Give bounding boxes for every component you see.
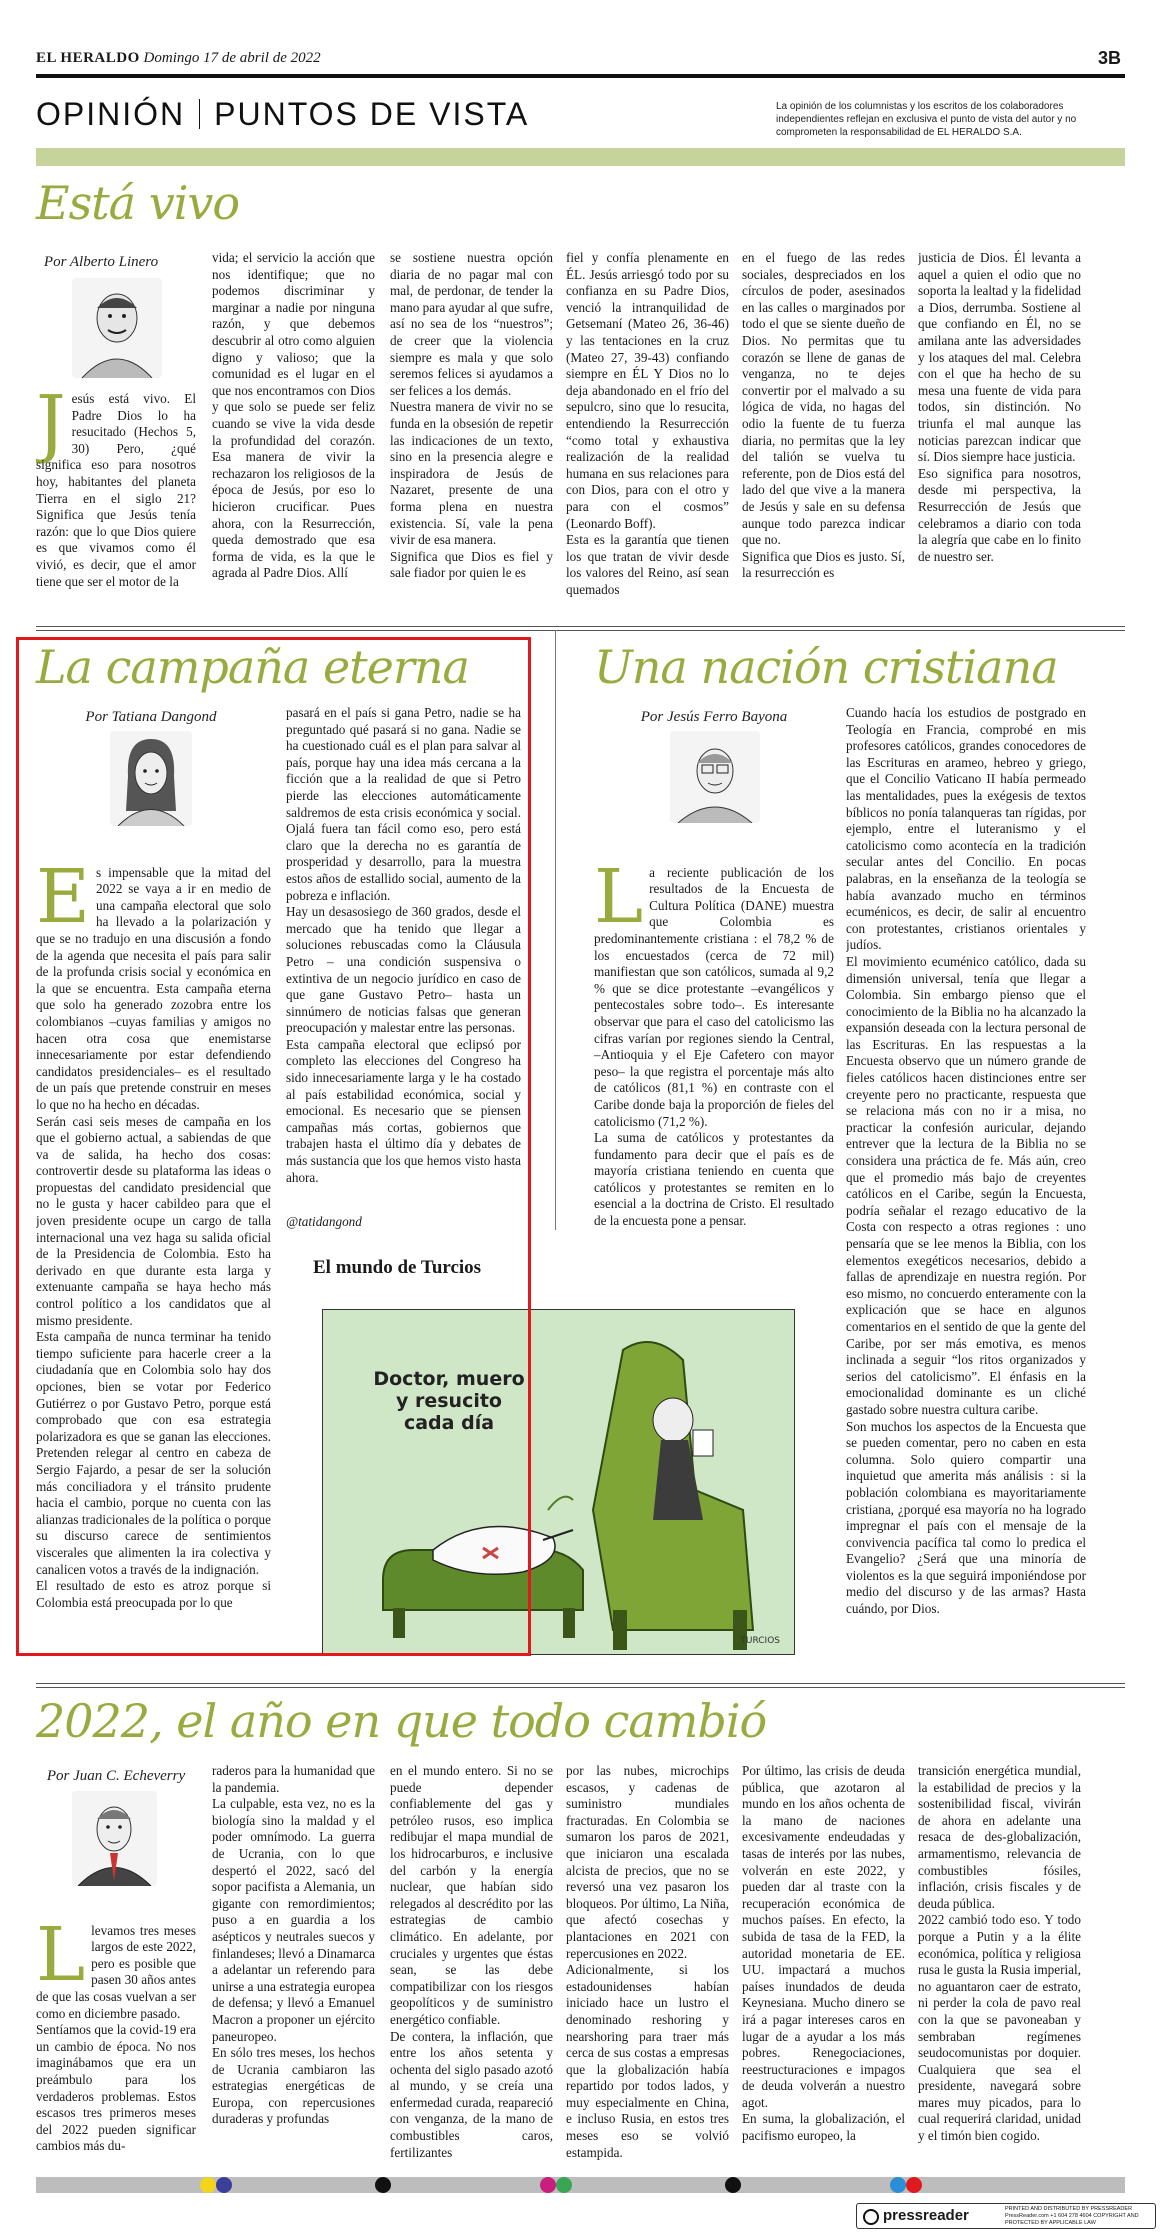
cartoon-speech: Doctor, muero y resucito cada día — [373, 1368, 525, 1434]
header-rule — [36, 74, 1125, 78]
author-portrait — [72, 278, 162, 378]
article-column: pasará en el país si gana Petro, nadie se ha preguntado qué pasará si no gana. Nadie se ha cuestionado cuál es el plan para salvar al país, porque hay una idea más cercana a la ficción que a la realidad de que si Petro pierde las elecciones automáticamente saldremos de esta crisis económica y social. Ojalá fuera tan fácil como eso, pero está claro que la derecha no es garantía de prosperidad y desarrollo, para la muestra estos años de estallido social, aumento de la pobreza e inflación. Hay un desasosiego de 360 grados, desde el mercado que ha tenido que llegar a soluciones rebuscadas como la Cláusula Petro – una condición suspensiva o extintiva de un negocio jurídico en caso de que gane Gustavo Petro– hasta un sinnúmero de noticias falsas que generan preocupación y malestar entre las personas. Esta campaña electoral que eclipsó por completo las elecciones del Congreso ha sido innecesariamente larga y le ha costado al país estabilidad económica, social y emocional. Es necesario que se piensen campañas más cortas, gobiernos que trabajen hasta el último día y debates de más sustancia que los que hemos visto hasta ahora. — [286, 705, 521, 1185]
highlight-frame — [16, 637, 531, 1656]
article-title: La campaña eterna — [36, 640, 469, 694]
byline: Por Tatiana Dangond — [85, 709, 217, 725]
issue-date: Domingo 17 de abril de 2022 — [143, 50, 321, 66]
registration-dot — [216, 2177, 232, 2193]
article-column: Jesús está vivo. El Padre Dios lo ha resucitado (Hechos 5, 30) Pero, ¿qué significa eso para nosotros hoy, habitantes del planeta Tierra en el siglo 21? Significa que Jesús tenía razón: que lo que Dios quiere es que vivamos como él vivió, es decir, que el amor tiene que ser el motor de la — [36, 391, 196, 589]
divider — [36, 630, 1125, 631]
section-band — [36, 148, 1125, 166]
registration-dot — [906, 2177, 922, 2193]
byline: Por Juan C. Echeverry — [46, 1768, 186, 1784]
article-column: transición energética mundial, la estabilidad de precios y la sostenibilidad fiscal, vivirán de ahora en adelante una resaca de des-globalización, armamentismo, relevancia de combustibles fósiles, inflación, crisis fiscales y de deuda pública. 2022 cambió todo eso. Y todo porque a Putin y a la élite económica, política y religiosa rusa le gusta la Rusia imperial, no aguantaron caer de estrato, ni perder la cola de pavo real con la que se pavoneaban y sembraban regímenes seudocomunistas por doquier. Cualquiera que sea el presidente, navegará sobre mares muy picados, para lo cual requerirá claridad, unidad y el timón bien cogido. — [918, 1763, 1081, 2144]
author-handle: @tatidangond — [286, 1214, 362, 1229]
registration-dot — [890, 2177, 906, 2193]
article-column: Cuando hacía los estudios de postgrado en Teología en Francia, comprobé en mis profesores católicos, grandes conocedores de las Escrituras en arameo, hebreo y griego, que el Concilio Vaticano II había permeado las mentalidades, pues la exégesis de textos bíblicos no ponía talanqueras tan rígidas, por ejemplo, entre el luteranismo y el catolicismo como acontecía en la tradición secular antes del Concilio. En pocas palabras, en la enseñanza de la teología se había avanzado mucho en términos ecuménicos, es decir, de salir al encuentro con protestantes, cristianos orientales y judíos. El movimiento ecuménico católico, dada su dimensión universal, tenía que llegar a Colombia. Sin embargo pienso que el conocimiento de la Biblia no ha alcanzado la expansión deseada con la lectura personal de las Escrituras. En las respuestas a la Encuesta observo que un número grande de fieles católicos hacen distinciones entre ser creyente pero no practicante, respuesta que se relaciona más con no ir a misa, no practicar la confesión auricular, dejando entrever que la lectura de la Biblia no se considera una práctica de fe. Más aún, creo que el promedio más bajo de creyentes católicos en el Caribe, según la Encuesta, podría señalar el rezago educativo de la Costa con respecto a otras regiones : uno pensaría que se lee menos la Biblia, con los elementos exegéticos necesarios, debido a fallas de aprendizaje en nuestra región. Por eso mismo, no concuerdo enteramente con la explicación que se hace en algunos comentarios en el sentido de que la gente del Caribe, por ser más emotiva, es menos inclinada a seguir “los ritos organizados y serios del catolicismo”. El énfasis en la emocionalidad dominante es un cliché gastado sobre nuestra cultura caribe. Son muchos los aspectos de la Encuesta que se pueden comentar, pero no caben en esta columna. Solo quiero compartir una inquietud que amerita más análisis : si la población colombiana es mayoritariamente cristiana, ¿porqué esa mayoría no ha logrado impregnar el país con el mensaje de la convivencia pacífica tal como lo predica el Evangelio? ¿Será que una minoría de violentos es la que seguirá imponiéndose por medio del discurso y de las armas? Hasta cuándo, por Dios. — [846, 705, 1086, 1617]
article-title: 2022, el año en que todo cambió — [36, 1694, 767, 1748]
registration-dot — [375, 2177, 391, 2193]
pressreader-icon — [863, 2209, 879, 2225]
article-column: fiel y confía plenamente en ÉL. Jesús arriesgó todo por su confianza en su Padre Dios, venció la intranquilidad de Getsemaní (Mateo 26, 36-46) y las tentaciones en la cruz (Mateo 27, 39-43) confiando siempre en ÉL Y Dios no lo deja abandonado en el frío del sepulcro, sino que lo resucita, entendiendo la Resurrección “como total y exhaustiva realización de la realidad humana en sus relaciones para con Dios, para con el otro y para con el cosmos” (Leonardo Boff). Esta es la garantía que tienen los que tratan de vivir desde los valores del Reino, así sean quemados — [566, 250, 729, 597]
disclaimer: La opinión de los columnistas y los escritos de los colaboradores independientes reflejan en exclusiva el punto de vista del autor y no comprometen la responsabilidad de EL HERALDO S.A. — [776, 101, 1077, 138]
column-divider — [555, 630, 556, 1230]
section-left: OPINIÓN — [36, 96, 186, 132]
page-number: 3B — [1097, 48, 1121, 68]
article-column: Es impensable que la mitad del 2022 se vaya a ir en medio de una campaña electoral que solo ha llevado a la polarización y que se no tradujo en una discusión a fondo de la agenda que necesita el país para salir de la profunda crisis social y económica en la que se encuentra. Esta campaña eterna que solo ha generado zozobra entre los colombianos –cuyas familias y amigos no hacen otra cosa que enemistarse innecesariamente por estar defendiendo candidatos presidenciales– es el resultado de un país que pretende construir en meses lo que no ha hecho en décadas. Serán casi seis meses de campaña en los que el gobierno actual, a sabiendas de que va de salida, ha hecho dos cosas: controvertir desde su plataforma las ideas o propuestas del candidato presidencial que no le gusta y hacer cabildeo para que el joven presidente ocupe un cargo de talla internacional una vez haga su salida oficial de la Presidencia de Colombia. Esto ha derivado en que durante esta larga y extenuante campaña se haya hecho más control político a los candidatos que al mismo presidente. Esta campaña de nunca terminar ha tenido tiempo suficiente para hacerle creer a la ciudadanía que en Colombia solo hay dos opciones, bien se votar por Federico Gutiérrez o por Gustavo Petro, porque está comprobado que con esa estrategia polarizadora es que se ganan las elecciones. Pretenden relegar al centro en cabeza de Sergio Fajardo, a pesar de ser la solución más conciliadora y el tránsito prudente hacia el cambio, porque no cuenta con las alianzas tradicionales de la política o porque su discurso carece de sentimientos viscerales que alimenten la ira colectiva y canalicen votos a través de la indignación. El resultado de esto es atroz porque si Colombia está preocupada por lo que — [36, 853, 271, 1610]
article-column: en el fuego de las redes sociales, despreciados en los círculos de poder, asesinados en las calles o marginados por todo el que se siente dueño de Dios. No permitas que tu corazón se llene de ganas de venganza, no te dejes convertir por el malvado a su lógica de vida, no hagas del odio la fuente de tu fuerza diaria, no permitas que la ley del talión se vuelva tu referente, pon de Dios está del lado del que vive a la manera de Jesús y sale en su defensa aunque todo parezca indicar que no. Significa que Dios es justo. Sí, la resurrección es — [742, 250, 905, 581]
divider — [36, 1687, 1125, 1688]
masthead — [36, 50, 321, 67]
divider — [36, 1683, 1125, 1684]
dropcap: L — [594, 853, 644, 940]
pressreader-fineprint: PRINTED AND DISTRIBUTED BY PRESSREADER PressReader.com +1 604 278 4604 COPYRIGHT AND PROTECTED BY APPLICABLE LAW — [1005, 2206, 1139, 2226]
section-right: PUNTOS DE VISTA — [214, 96, 530, 132]
registration-dot — [540, 2177, 556, 2193]
byline: Por Jesús Ferro Bayona — [640, 709, 788, 725]
article-column: Llevamos tres meses largos de este 2022, pero es posible que pasen 30 años antes de que las cosas vuelvan a ser como en diciembre pasado. Sentíamos que la covid-19 era un cambio de época. No nos imaginábamos que era un preámbulo para los verdaderos problemas. Estos escasos tres primeros meses del 2022 pueden significar cambios más du- — [36, 1911, 196, 2154]
article-column: en el mundo entero. Si no se puede depender confiablemente del gas y petróleo rusos, eso implica redibujar el mapa mundial de los hidrocarburos, e inclusive del carbón y la energía nuclear, que habían sido relegados al descrédito por las estrategias de cambio climático. En adelante, por cruciales y urgentes que éstas sean, se las debe compatibilizar con los riesgos geopolíticos y de suministro energético confiable. De contera, la inflación, que entre los años setenta y ochenta del siglo pasado azotó al mundo, y se creía una enfermedad curada, reapareció con venganza, de la mano de combustibles caros, fertilizantes — [390, 1763, 553, 2160]
article-column: raderos para la humanidad que la pandemia. La culpable, esta vez, no es la biología sino la maldad y el poder omnímodo. La guerra de Ucrania, con lo que despertó el 2022, sacó del sopor pacifista a Alemania, un gigante con remordimientos; puso a en guardia a los asépticos y neutrales suecos y finlandeses; llevó a Dinamarca a adelantar un referendo para unirse a una estrategia europea de defensa; y llevó a Emanuel Macron a proponer un ejército paneuropeo. En sólo tres meses, los hechos de Ucrania cambiaron las estrategias energéticas de Europa, con repercusiones duraderas y profundas — [212, 1763, 375, 2127]
cartoon-signature: TURCIOS — [740, 1636, 780, 1646]
registration-dot — [556, 2177, 572, 2193]
registration-dot — [200, 2177, 216, 2193]
article-column: se sostiene nuestra opción diaria de no pagar mal con mal, de perdonar, de tender la mano para ayudar al que sufre, así no sea de los “nuestros”; de creer que la violencia siempre es mala y que solo seremos felices si ayudamos a ser felices a los demás. Nuestra manera de vivir no se funda en la obsesión de repetir las indicaciones de un texto, sino en la presencia alegre e inspiradora de Jesús de Nazaret, presente de una forma plena en nuestra existencia. Sí, vale la pena vivir de esa manera. Significa que Dios es fiel y sale fiador por quien le es — [390, 250, 553, 581]
article-column: por las nubes, microchips escasos, y cadenas de suministro mundiales fracturadas. En Colombia se sumaron los paros de 2021, que iniciaron una escalada alcista de precios, que no se reversó una vez pasaron los bloqueos. Por último, La Niña, que afectó cosechas y plantaciones en 2021 con repercusiones en 2022. Adicionalmente, si los estadounidenses habían iniciado hace un lustro el denominado reshoring y nearshoring para traer más cerca de sus costas a empresas que la globalización había repartido por todos lados, y muy especialmente en China, e incluso Rusia, en estos tres meses eso se volvió estampida. — [566, 1763, 729, 2160]
article-column: Por último, las crisis de deuda pública, que azotaron al mundo en los años ochenta de la mano de naciones excesivamente endeudadas y tasas de interés por las nubes, volverán en este 2022, y pueden dar al traste con la recuperación económica de muchos países. En efecto, la subida de tasa de la FED, la autoridad monetaria de EE. UU. impactará a muchos países inundados de deuda Keynesiana. Mucho dinero se irá a pagar intereses caros en lugar de a ayudar a los más pobres. Renegociaciones, reestructuraciones e impagos de deuda volverán a nuestro agot. En suma, la globalización, el pacifismo europeo, la — [742, 1763, 905, 2144]
paper-name: EL HERALDO — [36, 50, 140, 66]
article-column: vida; el servicio la acción que nos identifique; que no podemos discriminar y marginar a nadie por ninguna razón, y que debemos descubrir al otro como alguien digno y valioso; que la comunidad es el lugar en el que nos encontramos con Dios y que solo se puede ser feliz cuando se vive la vida desde la profundidad del corazón. Esa manera de vivir la rechazaron los religiosos de la época de Jesús, por eso lo hicieron crucificar. Pues ahora, con la Resurrección, queda demostrado que esa forma de vida, es la que le agrada al Padre Dios. Allí — [212, 250, 375, 581]
registration-dot — [725, 2177, 741, 2193]
article-title: Está vivo — [36, 176, 240, 230]
article-title: Una nación cristiana — [594, 640, 1058, 694]
article-column: La reciente publicación de los resultados de la Encuesta de Cultura Política (DANE) muestra que Colombia es predominantemente cristiana : el 78,2 % de los encuestados (cerca de 72 mil) manifiestan que son católicos, sumada al 9,2 % que se dice protestante –evangélicos y pentecostales sobre todo–. Es interesante observar que para el caso del catolicismo las cifras varían por regiones siendo la Central, –Antioquia y el Eje Cafetero con mayor peso– la que registra el porcentaje más alto de católicos (81,1 %) en contraste con el Caribe donde baja la proporción de fieles del catolicismo (71,2 %). La suma de católicos y protestantes da fundamento para decir que el país es de mayoría cristiana teniendo en cuenta que católicos y protestantes se remiten en lo esencial a la doctrina de Cristo. El resultado de la encuesta pone a pensar. — [594, 853, 834, 1229]
article-column: justicia de Dios. Él levanta a aquel a quien el odio que no soporta la lealtad y la fidelidad a Dios, derrumba. Sostiene al que confiando en Él, no se amilana ante las adversidades y los ataques del mal. Celebra con el que ha hecho de su mesa una fuente de vida para todos, sin distinción. No triunfa el mal aunque las noticias parezcan indicar que sí. Dios siempre hace justicia. Eso significa para nosotros, desde mi perspectiva, la Resurrección de Jesús que celebramos a diario con toda la alegría que cabe en lo finito de nuestro ser. — [918, 250, 1081, 564]
section-title — [36, 96, 529, 133]
dropcap: E — [36, 853, 91, 940]
dropcap: L — [36, 1911, 86, 1998]
dropcap: J — [36, 391, 66, 466]
byline: Por Alberto Linero — [43, 254, 159, 270]
author-portrait — [72, 1791, 157, 1886]
divider — [36, 626, 1125, 627]
pressreader-logo: pressreader — [883, 2207, 969, 2224]
author-portrait — [670, 731, 760, 823]
pressreader-badge[interactable] — [856, 2203, 1156, 2229]
cartoon-title: El mundo de Turcios — [313, 1257, 482, 1278]
